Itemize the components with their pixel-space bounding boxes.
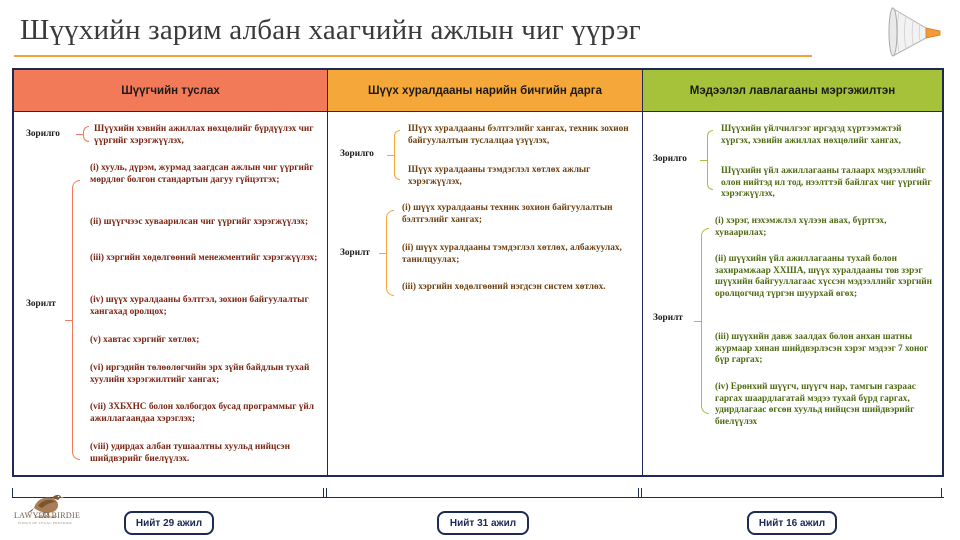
task-item: (ii) шүүгчээс хуваарилсан чиг үүргийг хэрэгжүүлэх;: [90, 217, 309, 227]
timeline-tick: [12, 488, 13, 498]
goal-text: Шүүх хуралдааны бэлтгэлийг хангах, техник зохион байгуулалтын туслалцаа үзүүлэх,: [408, 124, 629, 146]
timeline-tick: [941, 488, 942, 498]
timeline-divider: [323, 488, 327, 498]
tasks-label: Зорилт: [653, 313, 683, 323]
timeline-bar: [12, 488, 944, 498]
task-item: (ii) шүүхийн үйл ажиллагааны тухай болон захирамжаар ХХША, шүүх хуралдааны тов зэрэг шүүхийн байгууллагаас хүссэн мэдээллийг хэргийн оролцогчид түргэн шуурхай өгөх;: [715, 254, 933, 299]
task-item: (i) шүүх хуралдааны техник зохион байгуулалтын бэлтгэлийг хангах;: [402, 203, 613, 225]
column-info-specialist: [642, 70, 942, 475]
title-underline: [14, 55, 812, 57]
task-item: (i) хэрэг, нэхэмжлэл хүлээн авах, бүртгэх, хуваарилах;: [715, 216, 887, 238]
goal-label: Зорилго: [340, 149, 374, 159]
goal-text: Шүүхийн үйл ажиллагааны талаарх мэдээллийг олон нийтэд ил тод, нээлттэй байлгах чиг үүргийг хэрэгжүүлэх,: [721, 166, 932, 200]
goal-bracket: [394, 130, 400, 180]
task-item: (viii) удирдах албан тушаалтны хуульд нийцсэн шийдвэрийг биелүүлэх.: [90, 442, 290, 464]
task-item: (v) хавтас хэргийг хөтлөх;: [90, 335, 200, 345]
timeline-divider: [638, 488, 642, 498]
task-item: (iv) шүүх хуралдааны бэлтгэл, зохион байгуулалтыг хангахад оролцох;: [90, 295, 309, 317]
goal-text: Шүүхийн үйлчилгээг иргэдэд хүртээмжтэй хүргэх, хэвийн ажиллах нөхцөлийг хангах,: [721, 124, 902, 146]
task-item: (vi) иргэдийн төлөөлөгчийн эрх зүйн байдлын тухай хуулийн хэрэгжилтийг хангах;: [90, 363, 310, 385]
total-count-badge: Нийт 29 ажил: [124, 511, 214, 535]
tasks-bracket: [72, 180, 80, 460]
column-court-secretary: [327, 70, 642, 475]
tasks-label: Зорилт: [340, 248, 370, 258]
task-item: (ii) шүүх хуралдааны тэмдэглэл хөтлөх, албажуулах, танилцуулах;: [402, 243, 622, 265]
total-count-badge: Нийт 16 ажил: [747, 511, 837, 535]
total-count-badge: Нийт 31 ажил: [437, 511, 529, 535]
goal-label: Зорилго: [653, 154, 687, 164]
goal-bracket: [707, 130, 713, 190]
megaphone-icon: [886, 4, 946, 60]
goal-text: Шүүхийн хэвийн ажиллах нөхцөлийг бүрдүүлэх чиг үүргийг хэрэгжүүлэх,: [94, 124, 314, 146]
task-item: (vii) ЗХБХНС болон холбогдох бусад программыг үйл ажиллагаандаа хэрэглэх;: [90, 402, 314, 424]
tasks-bracket: [386, 210, 394, 296]
tasks-bracket: [701, 228, 709, 414]
duties-table: [12, 68, 944, 477]
task-item: (iii) хэргийн хөдөлгөөний менежментийг хэрэгжүүлэх;: [90, 253, 318, 263]
goal-bracket: [83, 126, 89, 142]
task-item: (iv) Ерөнхий шүүгч, шүүгч нар, тамгын газраас гаргах шаардлагатай мэдээ тухай бүрд гаргах, удирдлагаас өгсөн хуульд нийцсэн шийдвэрийг биелүүлэх: [715, 382, 916, 427]
tasks-label: Зорилт: [26, 299, 56, 309]
goal-text: Шүүх хуралдааны тэмдэглэл хөтлөх ажлыг хэрэгжүүлэх,: [408, 165, 591, 187]
logo-tagline: WINGS OF LEGAL FREEDOM: [18, 521, 72, 525]
task-item: (i) хууль, дүрэм, журмад заагдсан ажлын чиг үүргийг мөрдлөг болгон стандартын дагуу гүйцэтгэх;: [90, 163, 314, 185]
column-header: Шүүгчийн туслах: [14, 70, 327, 112]
column-header: Шүүх хуралдааны нарийн бичгийн дарга: [328, 70, 642, 112]
goal-label: Зорилго: [26, 129, 60, 139]
column-judge-assistant: [14, 70, 327, 475]
task-item: (iii) шүүхийн давж заалдах болон анхан шатны журмаар хянан шийдвэрлэсэн хэрэг мэдээг 7 хоног бүр гаргах;: [715, 332, 929, 366]
column-header: Мэдээлэл лавлагааны мэргэжилтэн: [643, 70, 942, 112]
logo-text: LAWYER BIRDIE: [14, 511, 81, 520]
task-item: (iii) хэргийн хөдөлгөөний нэгдсэн систем хөтлөх.: [402, 282, 606, 292]
page-title: Шүүхийн зарим албан хаагчийн ажлын чиг үүрэг: [20, 14, 641, 46]
